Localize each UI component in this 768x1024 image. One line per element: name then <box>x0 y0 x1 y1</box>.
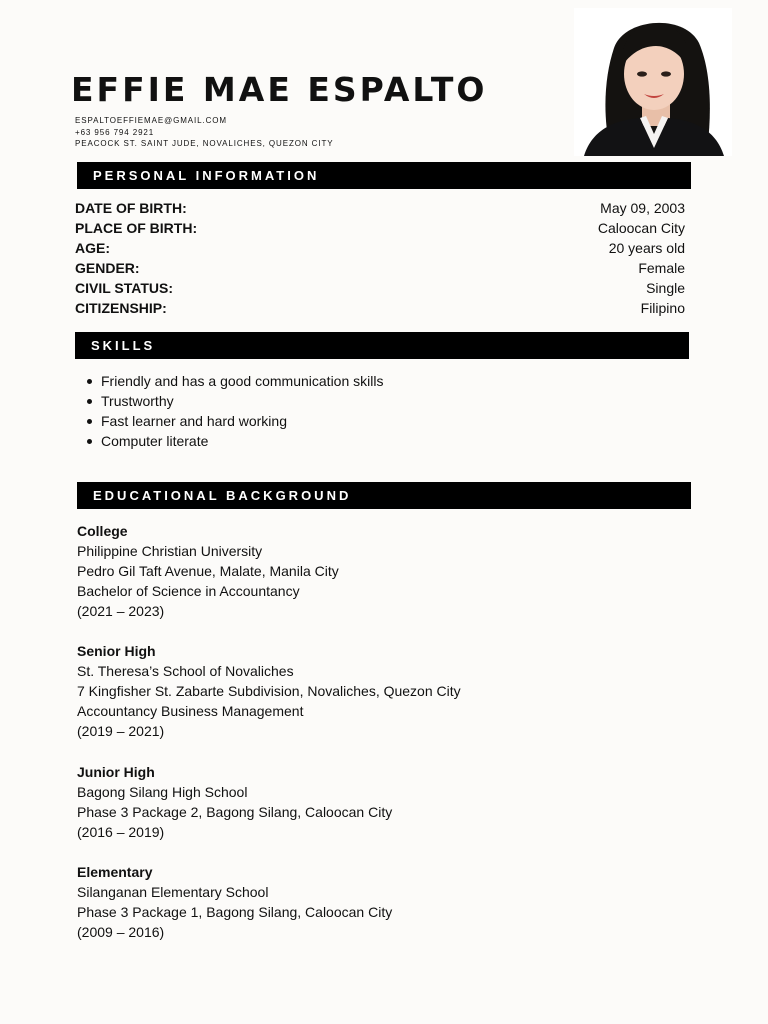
info-row <box>75 298 685 318</box>
education-program: Accountancy Business Management <box>77 703 304 720</box>
info-label: CIVIL STATUS: <box>75 280 173 296</box>
info-label: DATE OF BIRTH: <box>75 200 187 216</box>
education-entry-junior-high <box>77 762 392 842</box>
info-row <box>75 258 685 278</box>
info-value: May 09, 2003 <box>600 200 685 216</box>
education-school: Bagong Silang High School <box>77 784 248 801</box>
info-value: Caloocan City <box>597 220 685 236</box>
education-address: Phase 3 Package 2, Bagong Silang, Caloocan City <box>77 804 393 821</box>
phone-text: +63 956 794 2921 <box>75 127 155 137</box>
info-value: Filipino <box>640 300 685 316</box>
info-row <box>75 278 685 298</box>
info-label: PLACE OF BIRTH: <box>75 220 198 236</box>
info-label: AGE: <box>75 240 110 256</box>
section-header-education: EDUCATIONAL BACKGROUND <box>77 482 691 509</box>
education-years: (2016 – 2019) <box>77 824 165 841</box>
education-years: (2009 – 2016) <box>77 924 165 941</box>
education-years: (2021 – 2023) <box>77 603 165 620</box>
skills-list <box>101 371 383 451</box>
skill-item: Trustworthy <box>101 391 383 411</box>
info-value: 20 years old <box>608 240 685 256</box>
education-address: Pedro Gil Taft Avenue, Malate, Manila City <box>77 563 339 580</box>
skill-item: Computer literate <box>101 431 383 451</box>
info-row <box>75 238 685 258</box>
education-address: Phase 3 Package 1, Bagong Silang, Caloocan City <box>77 904 393 921</box>
education-level: Junior High <box>77 764 155 780</box>
education-entry-elementary <box>77 862 392 942</box>
education-entry-senior-high <box>77 641 461 741</box>
skill-item: Friendly and has a good communication skills <box>101 373 384 389</box>
education-school: Philippine Christian University <box>77 543 263 560</box>
info-label: CITIZENSHIP: <box>75 300 167 316</box>
education-program: Bachelor of Science in Accountancy <box>77 583 300 600</box>
info-row <box>75 198 685 218</box>
email-text: ESPALTOEFFIEMAE@GMAIL.COM <box>75 116 227 125</box>
applicant-name: EFFIE MAE ESPALTO <box>71 70 488 109</box>
info-row <box>75 218 685 238</box>
education-address: 7 Kingfisher St. Zabarte Subdivision, Novaliches, Quezon City <box>77 683 461 700</box>
education-level: Elementary <box>77 864 153 880</box>
education-level: Senior High <box>77 643 156 659</box>
address-text: PEACOCK ST. SAINT JUDE, NOVALICHES, QUEZON CITY <box>75 139 334 148</box>
education-years: (2019 – 2021) <box>77 723 165 740</box>
education-level: College <box>77 523 128 539</box>
skill-item: Fast learner and hard working <box>101 411 383 431</box>
info-label: GENDER: <box>75 260 140 276</box>
section-header-personal: PERSONAL INFORMATION <box>77 162 691 189</box>
education-entry-college <box>77 521 339 621</box>
profile-photo <box>574 8 732 156</box>
education-school: St. Theresa’s School of Novaliches <box>77 663 294 680</box>
info-value: Single <box>646 280 685 296</box>
section-header-skills: SKILLS <box>75 332 689 359</box>
info-value: Female <box>638 260 685 276</box>
contact-block <box>75 115 334 150</box>
education-school: Silanganan Elementary School <box>77 884 269 901</box>
